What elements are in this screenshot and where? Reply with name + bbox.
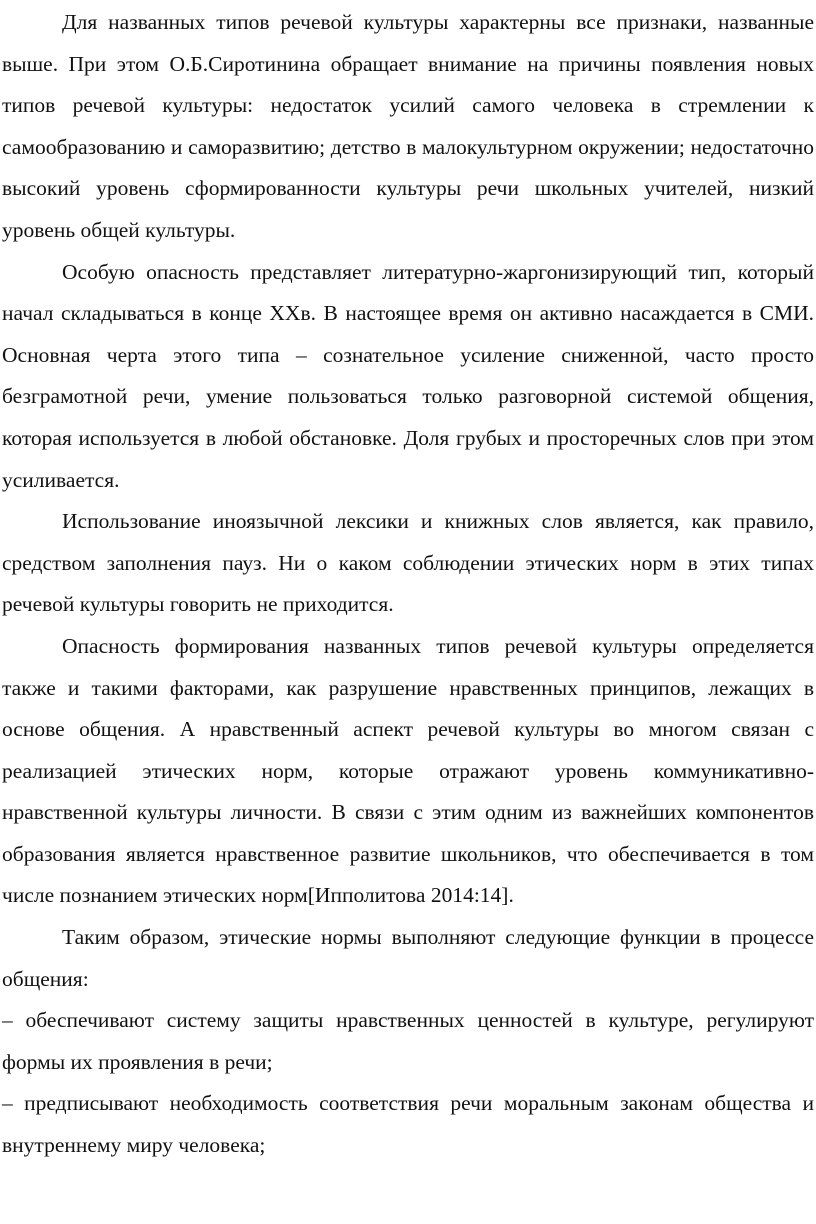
- paragraph-5: Таким образом, этические нормы выполняют следующие функции в процессе общения:: [2, 925, 814, 991]
- paragraph-3: Использование иноязычной лексики и книжных слов является, как правило, средством заполнения пауз. Ни о каком соблюдении этических норм в этих типах речевой культуры говорить не приходится.: [2, 509, 814, 617]
- paragraph-4: Опасность формирования названных типов речевой культуры определяется также и такими факторами, как разрушение нравственных принципов, лежащих в основе общения. А нравственный аспект речевой культуры во многом связан с реализацией этических норм, которые отражают уровень коммуникативно-нравственной культуры личности. В связи с этим одним из важнейших компонентов образования является нравственное развитие школьников, что обеспечивается в том числе познанием этических норм[Ипполитова 2014:14].: [2, 633, 814, 908]
- paragraph-1: Для названных типов речевой культуры характерны все признаки, названные выше. При этом О.Б.Сиротинина обращает внимание на причины появления новых типов речевой культуры: недостаток усилий самого человека в стремлении к самообразованию и саморазвитию; детство в малокультурном окружении; недостаточно высокий уровень сформированности культуры речи школьных учителей, низкий уровень общей культуры.: [2, 10, 814, 242]
- paragraph-2: Особую опасность представляет литературно-жаргонизирующий тип, который начал складываться в конце XXв. В настоящее время он активно насаждается в СМИ. Основная черта этого типа – сознательное усиление сниженной, часто просто безграмотной речи, умение пользоваться только разговорной системой общения, которая используется в любой обстановке. Доля грубых и просторечных слов при этом усиливается.: [2, 259, 814, 492]
- list-item-1: – обеспечивают систему защиты нравственных ценностей в культуре, регулируют формы их проявления в речи;: [2, 1008, 814, 1074]
- list-item-2: – предписывают необходимость соответствия речи моральным законам общества и внутреннему миру человека;: [2, 1091, 814, 1158]
